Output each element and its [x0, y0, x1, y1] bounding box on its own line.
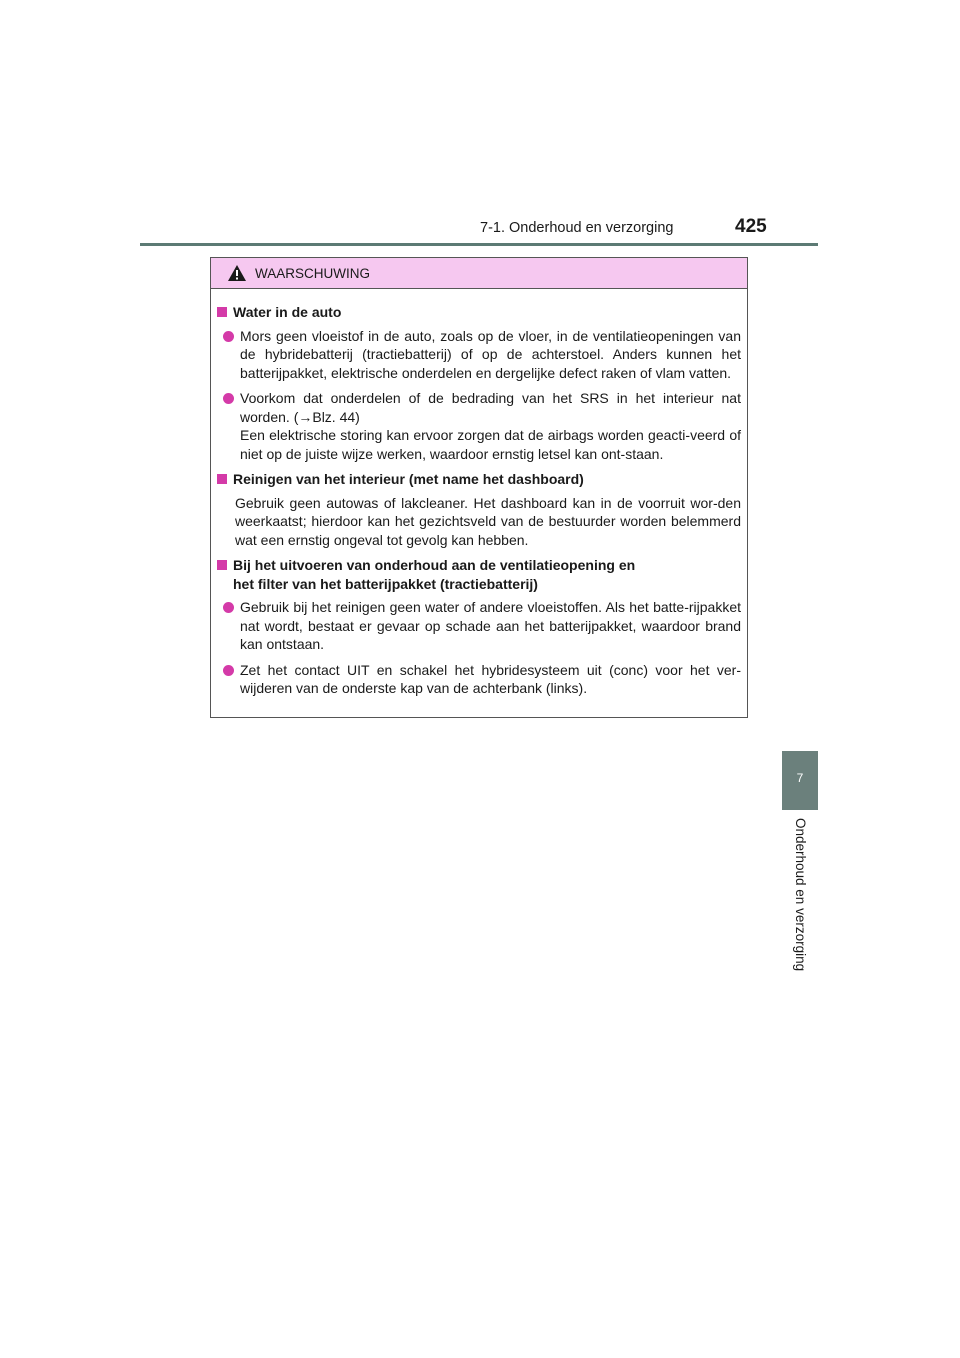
list-item: Voorkom dat onderdelen of de bedrading van het SRS in het interieur nat worden. (→Blz. 44) Een elektrische storing kan ervoor zorgen dat de airbags worden geacti-veerd of niet op de juiste wijze werken, waardoor ernstig letsel kan ont-staan. [223, 389, 741, 463]
list-item: Mors geen vloeistof in de auto, zoals op de vloer, in de ventilatieopeningen van de hybridebatterij (tractiebatterij) of op de achterstoel. Anders kunnen het batterijpakket, elektrische onderdelen en dergelijke defect raken of vlam vatten. [223, 327, 741, 383]
round-bullet-icon [223, 393, 234, 404]
page-number: 425 [735, 216, 767, 237]
warning-header [211, 258, 747, 289]
chapter-tab [782, 751, 818, 810]
square-bullet-icon [217, 474, 227, 484]
warning-body [211, 289, 747, 698]
list-item: Gebruik bij het reinigen geen water of andere vloeistoffen. Als het batte-rijpakket nat wordt, bestaat er gevaar op schade aan het batterijpakket, waardoor brand kan ontstaan. [223, 598, 741, 654]
warning-triangle-icon [227, 264, 247, 282]
list-item: Zet het contact UIT en schakel het hybridesysteem uit (conc) voor het ver-wijderen van de onderste kap van de achterbank (links). [223, 661, 741, 698]
round-bullet-icon [223, 665, 234, 676]
header-section-title: 7-1. Onderhoud en verzorging [480, 220, 674, 236]
warning-box [210, 257, 748, 718]
round-bullet-icon [223, 602, 234, 613]
section-title: Bij het uitvoeren van onderhoud aan de ventilatieopening en het filter van het batterijpakket (tractiebatterij) [217, 556, 741, 593]
arrow-icon: → [298, 408, 313, 425]
header-rule [140, 243, 818, 246]
chapter-label: Onderhoud en verzorging [793, 818, 808, 972]
warning-title: WAARSCHUWING [255, 265, 370, 281]
square-bullet-icon [217, 560, 227, 570]
section-title: Water in de auto [217, 303, 741, 322]
round-bullet-icon [223, 331, 234, 342]
square-bullet-icon [217, 307, 227, 317]
chapter-number: 7 [796, 771, 804, 785]
section-title: Reinigen van het interieur (met name het dashboard) [217, 470, 741, 489]
section-paragraph: Gebruik geen autowas of lakcleaner. Het dashboard kan in de voorruit wor-den weerkaatst; hierdoor kan het gezichtsveld van de bestuurder worden belemmerd wat een ernstig ongeval tot gevolg kan hebben. [235, 494, 741, 548]
page-reference: Blz. 44) [312, 408, 360, 425]
